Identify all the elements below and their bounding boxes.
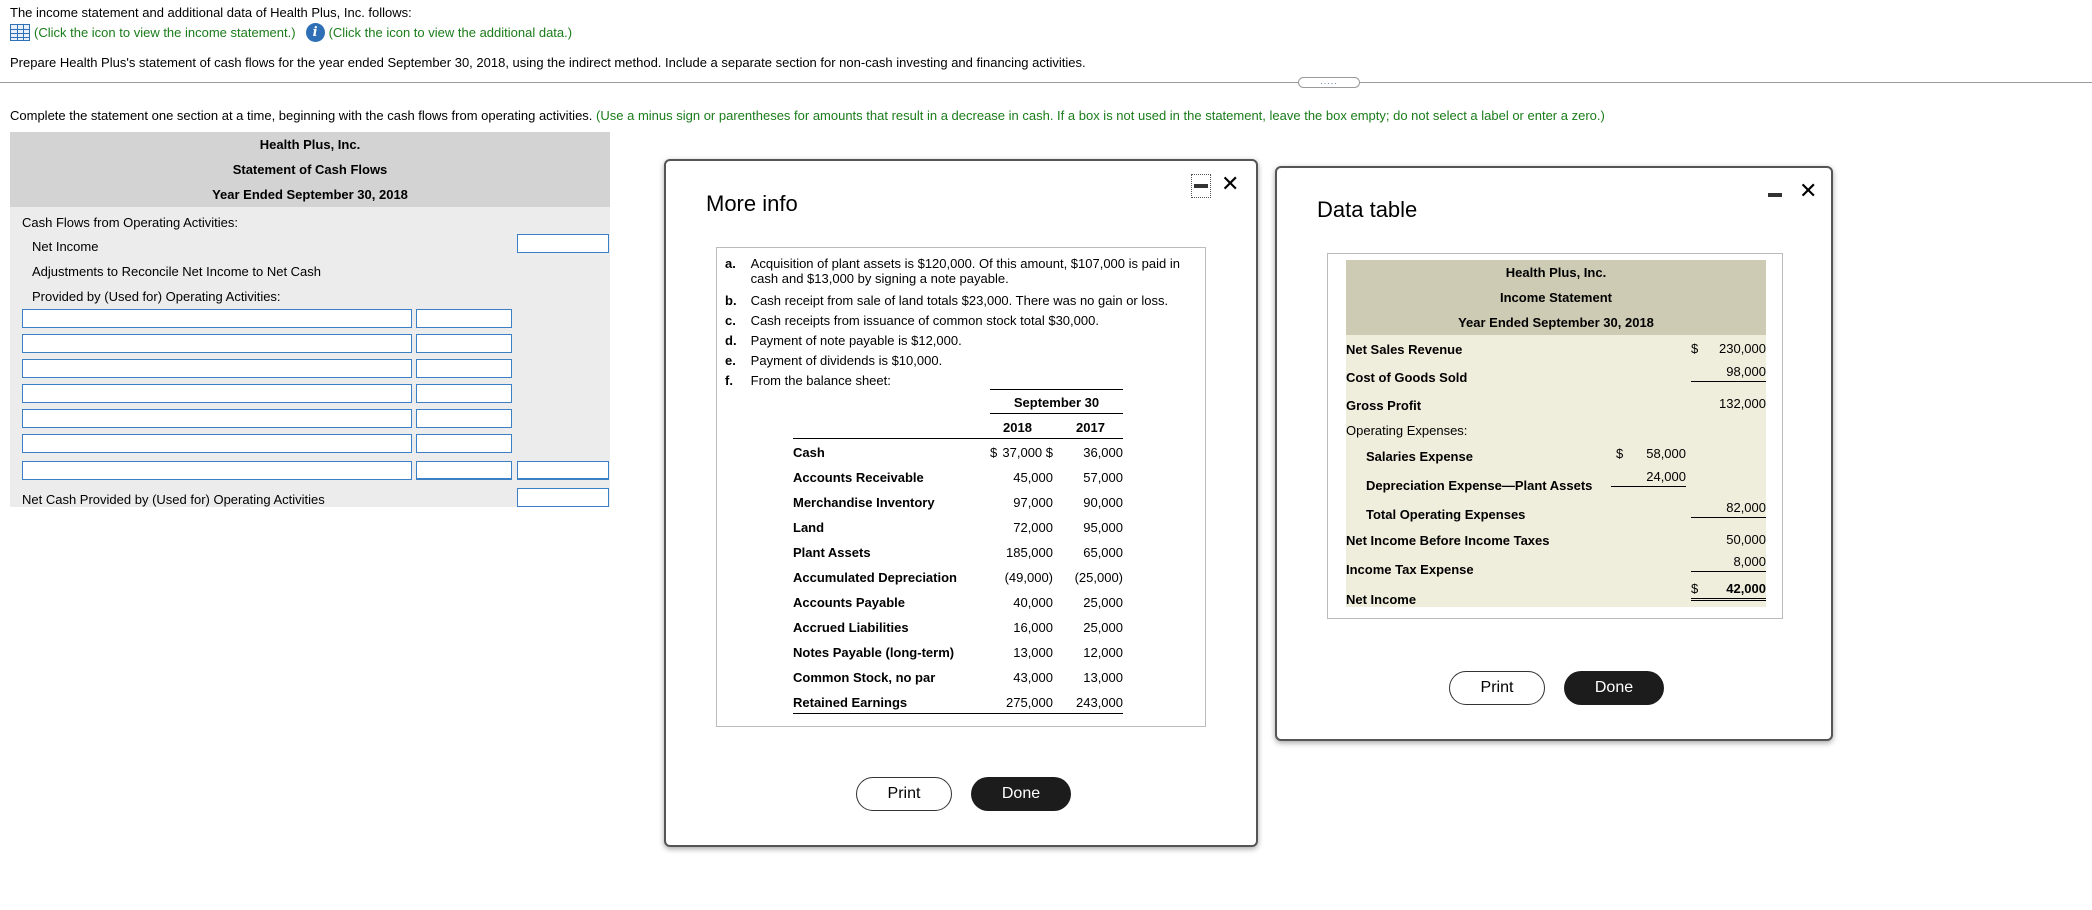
adjustment-amount-input[interactable] [416,384,512,403]
intro-text: The income statement and additional data of Health Plus, Inc. follows: [10,5,412,20]
income-statement-table [1327,253,1783,619]
tax-value: 8,000 [1733,554,1766,569]
table-row: Plant Assets 185,000 65,000 [793,545,1123,560]
prepare-instructions: Prepare Health Plus's statement of cash flows for the year ended September 30, 2018, using the indirect method. Include a separate section for non-cash investing and financing activities. [10,55,1086,70]
income-statement-company: Health Plus, Inc. [1505,265,1607,280]
adjustments-label-1: Adjustments to Reconcile Net Income to Net Cash [32,264,322,279]
item-letter: d. [725,333,737,348]
data-table-done-button[interactable]: Done [1564,671,1664,705]
complete-main-text: Complete the statement one section at a time, beginning with the cash flows from operating activities. [10,108,593,123]
adjustment-label-input[interactable] [22,359,412,378]
table-row: Cash $ 37,000 $ 36,000 [793,445,1123,460]
info-item [725,313,1185,328]
table-row: Land 72,000 95,000 [793,520,1123,535]
adjustments-label-2: Provided by (Used for) Operating Activities: [32,289,281,304]
adjustment-label-input[interactable] [22,334,412,353]
section-divider [0,82,2092,83]
adjustment-amount-input[interactable] [416,334,512,353]
item-letter: e. [725,353,736,368]
more-info-dialog [664,159,1258,847]
statement-title: Statement of Cash Flows [232,162,388,177]
income-statement-period: Year Ended September 30, 2018 [1458,315,1654,330]
item-text: From the balance sheet: [750,373,891,388]
item-text: Cash receipts from issuance of common stock total $30,000. [750,313,1099,328]
table-row: Accounts Receivable 45,000 57,000 [793,470,1123,485]
item-letter: b. [725,293,737,308]
table-row: Accrued Liabilities 16,000 25,000 [793,620,1123,635]
more-info-content [716,247,1206,727]
item-letter: a. [725,256,736,271]
adjustment-label-input[interactable] [22,384,412,403]
balance-sheet-header: September 30 [1013,395,1100,410]
table-row: Accumulated Depreciation (49,000) (25,000) [793,570,1123,585]
adjustment-amount-input[interactable] [416,409,512,428]
income-statement-header [1346,260,1766,335]
income-statement-title: Income Statement [1500,290,1612,305]
dollar-sign: $ [1616,446,1624,461]
item-text: Payment of note payable is $12,000. [750,333,962,348]
info-item [725,373,1185,388]
item-text: Cash receipt from sale of land totals $23,000. There was no gain or loss. [750,293,1169,308]
income-statement-rows: Net Sales Revenue Cost of Goods Sold Gross Profit Operating Expenses: Salaries Expense Depreciation Expense—Plant Assets Total Operating Expenses Net Income Before Income Taxes Income Tax Expense Net Income $ 230,000 98,000 132,000 $ 58,000 24,000 82,000 50,000 8,000 $ 42,000 [1346,335,1766,607]
item-letter: c. [725,313,736,328]
income-statement-link[interactable]: (Click the icon to view the income statement.) [34,25,296,40]
info-item [725,333,1185,348]
net-sales-value: 230,000 [1719,341,1766,356]
minimize-icon[interactable] [1191,174,1211,198]
data-table-dialog [1275,166,1833,741]
adjustment-amount-input[interactable] [416,309,512,328]
data-table-title: Data table [1317,197,1418,222]
info-item [725,256,1185,286]
statement-header [10,132,610,207]
depreciation-value: 24,000 [1646,469,1686,484]
adjustment-label-input[interactable] [22,434,412,453]
info-icon[interactable]: i [306,23,325,42]
complete-instructions [10,108,1605,123]
salaries-value: 58,000 [1646,446,1686,461]
data-table-print-button[interactable]: Print [1449,671,1545,705]
statement-period: Year Ended September 30, 2018 [212,187,408,202]
dollar-sign: $ [1691,581,1699,596]
operating-section-label: Cash Flows from Operating Activities: [22,215,239,230]
links-row [10,23,572,42]
net-cash-operating-label: Net Cash Provided by (Used for) Operating Activities [22,492,325,507]
cogs-value: 98,000 [1726,364,1766,379]
more-info-print-button[interactable]: Print [856,777,952,811]
total-opex-value: 82,000 [1726,500,1766,515]
year-2018-header: 2018 [1003,420,1032,435]
table-row: Merchandise Inventory 97,000 90,000 [793,495,1123,510]
table-row: Retained Earnings 275,000 243,000 [793,695,1123,710]
net-income-label: Net Income [32,239,99,254]
divider-handle[interactable]: ..... [1298,77,1360,88]
info-item [725,293,1185,308]
total-adjustments-input[interactable] [517,461,609,480]
adjustment-amount-input[interactable] [416,434,512,453]
additional-data-link[interactable]: (Click the icon to view the additional data.) [328,25,573,40]
info-item [725,353,1185,368]
gross-profit-value: 132,000 [1719,396,1766,411]
adjustment-label-input[interactable] [22,409,412,428]
adjustment-amount-input[interactable] [416,461,512,480]
more-info-title: More info [706,191,798,216]
close-icon[interactable]: ✕ [1221,171,1240,196]
adjustment-label-input[interactable] [22,461,412,480]
adjustment-label-input[interactable] [22,309,412,328]
item-letter: f. [725,373,733,388]
statement-body [10,207,610,507]
dollar-sign: $ [1691,341,1699,356]
adjustment-amount-input[interactable] [416,359,512,378]
item-text: Acquisition of plant assets is $120,000. Of this amount, $107,000 is paid in cash and $13,000 by signing a note payable. [750,256,1180,286]
table-row: Notes Payable (long-term) 13,000 12,000 [793,645,1123,660]
nibt-value: 50,000 [1726,532,1766,547]
close-icon[interactable]: ✕ [1799,178,1818,203]
complete-hint-text: (Use a minus sign or parentheses for amounts that result in a decrease in cash. If a box is not used in the statement, leave the box empty; do not select a label or enter a zero.) [596,108,1605,123]
net-cash-operating-input[interactable] [517,488,609,507]
net-income-input[interactable] [517,234,609,253]
table-row: Common Stock, no par 43,000 13,000 [793,670,1123,685]
table-icon[interactable] [10,24,30,41]
more-info-done-button[interactable]: Done [971,777,1071,811]
table-row: Accounts Payable 40,000 25,000 [793,595,1123,610]
net-income-value: 42,000 [1726,581,1766,596]
minimize-icon[interactable] [1767,184,1783,204]
statement-company: Health Plus, Inc. [259,137,361,152]
year-2017-header: 2017 [1076,420,1105,435]
item-text: Payment of dividends is $10,000. [750,353,943,368]
